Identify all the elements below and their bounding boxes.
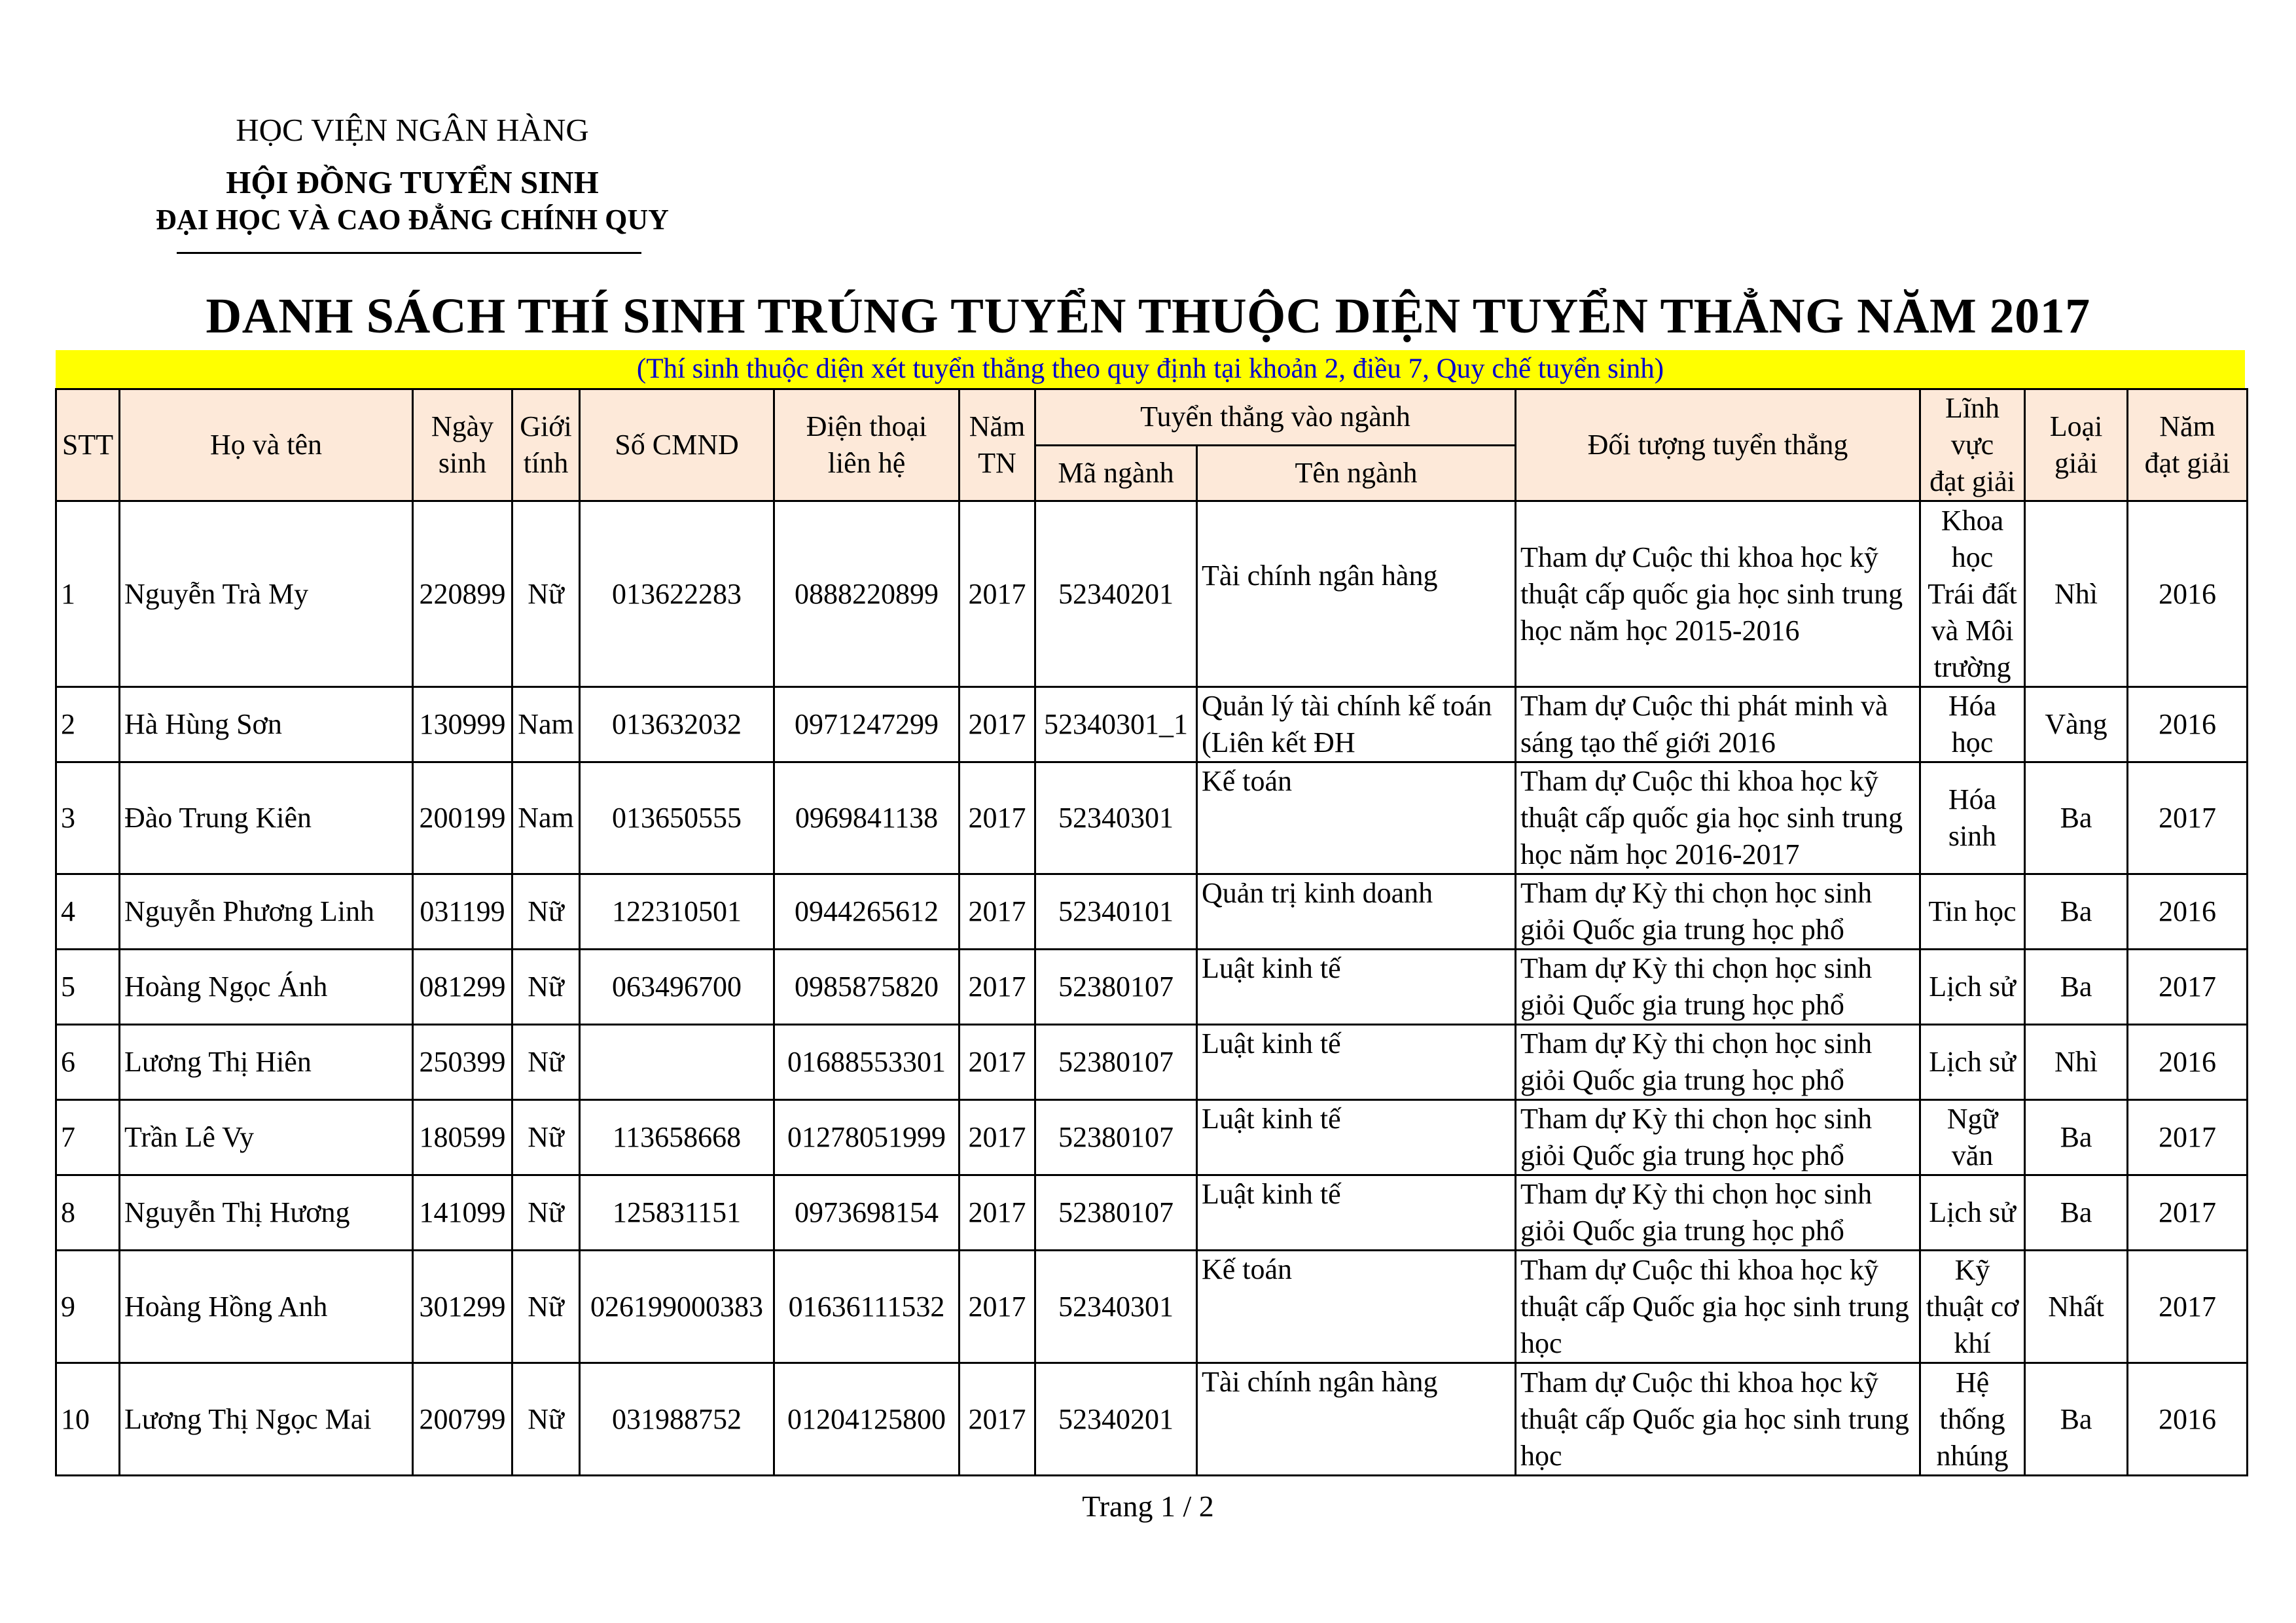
- col-header-dob: [413, 389, 512, 501]
- row-award-year: 2017: [2128, 762, 2248, 874]
- col-header-phone: [774, 389, 960, 501]
- row-award-year: 2016: [2128, 1025, 2248, 1100]
- row-award-year: 2016: [2128, 874, 2248, 950]
- row-major-name: Tài chính ngân hàng: [1197, 501, 1516, 687]
- row-major-name: Luật kinh tế: [1197, 950, 1516, 1025]
- row-field: Hóa học: [1920, 687, 2025, 762]
- table-row: [56, 1100, 2248, 1175]
- col-header-award-year-line2: đạt giải: [2144, 447, 2231, 479]
- row-stt: 9: [56, 1251, 120, 1363]
- table-row: [56, 687, 2248, 762]
- row-award-year: 2017: [2128, 950, 2248, 1025]
- row-name: Lương Thị Ngọc Mai: [120, 1363, 413, 1476]
- table-row: [56, 762, 2248, 874]
- row-gender: Nữ: [512, 1025, 580, 1100]
- row-award: Ba: [2025, 1100, 2128, 1175]
- row-id: 063496700: [580, 950, 774, 1025]
- col-header-award-line2: giải: [2054, 447, 2098, 479]
- row-gender: Nữ: [512, 501, 580, 687]
- row-name: Hoàng Ngọc Ánh: [120, 950, 413, 1025]
- col-header-award-line1: Loại: [2049, 410, 2103, 442]
- row-award: Vàng: [2025, 687, 2128, 762]
- row-field: Tin học: [1920, 874, 2025, 950]
- row-award-year: 2017: [2128, 1100, 2248, 1175]
- subtitle-banner: [56, 350, 2245, 388]
- row-category: Tham dự Cuộc thi khoa học kỹ thuật cấp quốc gia học sinh trung học năm học 2016-2017: [1516, 762, 1920, 874]
- row-major-code: 52380107: [1035, 950, 1197, 1025]
- row-grad-year: 2017: [960, 1251, 1035, 1363]
- col-header-major-group: Tuyển thẳng vào ngành: [1035, 389, 1516, 446]
- row-major-name: Quản lý tài chính kế toán (Liên kết ĐH: [1197, 687, 1516, 762]
- row-award: Nhất: [2025, 1251, 2128, 1363]
- row-major-name: Luật kinh tế: [1197, 1175, 1516, 1251]
- organization-name: HỌC VIỆN NGÂN HÀNG: [236, 112, 589, 148]
- col-header-grad-year-line1: Năm: [969, 410, 1026, 442]
- row-stt: 8: [56, 1175, 120, 1251]
- row-gender: Nữ: [512, 1363, 580, 1476]
- row-award: Nhì: [2025, 1025, 2128, 1100]
- col-header-award-year-line1: Năm: [2159, 410, 2215, 442]
- row-gender: Nữ: [512, 1100, 580, 1175]
- row-stt: 6: [56, 1025, 120, 1100]
- row-phone: 0944265612: [774, 874, 960, 950]
- row-gender: Nam: [512, 762, 580, 874]
- row-dob: 301299: [413, 1251, 512, 1363]
- row-id: 031988752: [580, 1363, 774, 1476]
- row-dob: 180599: [413, 1100, 512, 1175]
- row-field: Kỹ thuật cơ khí: [1920, 1251, 2025, 1363]
- row-name: Đào Trung Kiên: [120, 762, 413, 874]
- col-header-id: Số CMND: [580, 389, 774, 501]
- row-field: Hóa sinh: [1920, 762, 2025, 874]
- row-grad-year: 2017: [960, 1175, 1035, 1251]
- row-category: Tham dự Cuộc thi khoa học kỹ thuật cấp quốc gia học sinh trung học năm học 2015-2016: [1516, 501, 1920, 687]
- row-dob: 200199: [413, 762, 512, 874]
- row-grad-year: 2017: [960, 1025, 1035, 1100]
- col-header-gender-line1: Giới: [520, 410, 572, 442]
- row-major-code: 52340201: [1035, 501, 1197, 687]
- row-gender: Nữ: [512, 1251, 580, 1363]
- row-dob: 220899: [413, 501, 512, 687]
- row-id: 013632032: [580, 687, 774, 762]
- row-grad-year: 2017: [960, 950, 1035, 1025]
- subtitle-text: (Thí sinh thuộc diện xét tuyển thẳng theo quy định tại khoản 2, điều 7, Quy chế tuyển sinh): [636, 353, 1664, 384]
- col-header-major-name: Tên ngành: [1197, 445, 1516, 501]
- row-name: Lương Thị Hiên: [120, 1025, 413, 1100]
- row-major-name: Quản trị kinh doanh: [1197, 874, 1516, 950]
- row-grad-year: 2017: [960, 1363, 1035, 1476]
- row-gender: Nữ: [512, 950, 580, 1025]
- row-major-code: 52340201: [1035, 1363, 1197, 1476]
- col-header-phone-line2: liên hệ: [827, 447, 906, 479]
- row-id: 113658668: [580, 1100, 774, 1175]
- col-header-gender-line2: tính: [523, 447, 569, 479]
- row-award-year: 2017: [2128, 1175, 2248, 1251]
- row-id: 026199000383: [580, 1251, 774, 1363]
- row-dob: 130999: [413, 687, 512, 762]
- col-header-gender: [512, 389, 580, 501]
- row-category: Tham dự Cuộc thi phát minh và sáng tạo thế giới 2016: [1516, 687, 1920, 762]
- table-row: [56, 1251, 2248, 1363]
- row-grad-year: 2017: [960, 874, 1035, 950]
- table-row: [56, 1025, 2248, 1100]
- row-grad-year: 2017: [960, 501, 1035, 687]
- row-category: Tham dự Cuộc thi khoa học kỹ thuật cấp Quốc gia học sinh trung học: [1516, 1363, 1920, 1476]
- row-field: Khoa học Trái đất và Môi trường: [1920, 501, 2025, 687]
- row-stt: 10: [56, 1363, 120, 1476]
- row-stt: 7: [56, 1100, 120, 1175]
- table-row: [56, 501, 2248, 687]
- row-id: 013622283: [580, 501, 774, 687]
- row-gender: Nam: [512, 687, 580, 762]
- table-row: [56, 950, 2248, 1025]
- row-name: Nguyễn Phương Linh: [120, 874, 413, 950]
- row-phone: 0985875820: [774, 950, 960, 1025]
- row-name: Nguyễn Thị Hương: [120, 1175, 413, 1251]
- row-phone: 01688553301: [774, 1025, 960, 1100]
- row-award-year: 2016: [2128, 1363, 2248, 1476]
- row-major-code: 52380107: [1035, 1025, 1197, 1100]
- row-major-name: Luật kinh tế: [1197, 1100, 1516, 1175]
- row-major-name: Luật kinh tế: [1197, 1025, 1516, 1100]
- row-phone: 01636111532: [774, 1251, 960, 1363]
- row-id: 125831151: [580, 1175, 774, 1251]
- program-name: ĐẠI HỌC VÀ CAO ĐẲNG CHÍNH QUY: [156, 204, 669, 236]
- col-header-major-code: Mã ngành: [1035, 445, 1197, 501]
- row-major-name: Kế toán: [1197, 1251, 1516, 1363]
- row-dob: 031199: [413, 874, 512, 950]
- row-name: Hoàng Hồng Anh: [120, 1251, 413, 1363]
- row-stt: 1: [56, 501, 120, 687]
- row-phone: 0971247299: [774, 687, 960, 762]
- table-row: [56, 1363, 2248, 1476]
- row-name: Trần Lê Vy: [120, 1100, 413, 1175]
- row-category: Tham dự Kỳ thi chọn học sinh giỏi Quốc gia trung học phổ: [1516, 1025, 1920, 1100]
- row-award: Nhì: [2025, 501, 2128, 687]
- row-phone: 0888220899: [774, 501, 960, 687]
- col-header-category: Đối tượng tuyển thẳng: [1516, 389, 1920, 501]
- row-award: Ba: [2025, 1175, 2128, 1251]
- row-category: Tham dự Kỳ thi chọn học sinh giỏi Quốc gia trung học phổ: [1516, 1100, 1920, 1175]
- row-field: Ngữ văn: [1920, 1100, 2025, 1175]
- col-header-grad-year: [960, 389, 1035, 501]
- row-award: Ba: [2025, 874, 2128, 950]
- table-row: [56, 874, 2248, 950]
- row-grad-year: 2017: [960, 1100, 1035, 1175]
- row-field: Lịch sử: [1920, 950, 2025, 1025]
- row-award: Ba: [2025, 950, 2128, 1025]
- row-major-code: 52340301: [1035, 762, 1197, 874]
- row-field: Hệ thống nhúng: [1920, 1363, 2025, 1476]
- row-stt: 3: [56, 762, 120, 874]
- row-category: Tham dự Kỳ thi chọn học sinh giỏi Quốc gia trung học phổ: [1516, 950, 1920, 1025]
- table-row: [56, 1175, 2248, 1251]
- col-header-award-year: [2128, 389, 2248, 501]
- row-award: Ba: [2025, 1363, 2128, 1476]
- col-header-field-line2: đạt giải: [1929, 465, 2015, 497]
- row-dob: 250399: [413, 1025, 512, 1100]
- page-title: DANH SÁCH THÍ SINH TRÚNG TUYỂN THUỘC DIỆN TUYỂN THẲNG NĂM 2017: [206, 289, 2090, 344]
- col-header-stt: STT: [56, 389, 120, 501]
- row-major-code: 52340301: [1035, 1251, 1197, 1363]
- row-id: 013650555: [580, 762, 774, 874]
- row-award-year: 2017: [2128, 1251, 2248, 1363]
- row-name: Nguyễn Trà My: [120, 501, 413, 687]
- row-phone: 0969841138: [774, 762, 960, 874]
- col-header-dob-line2: sinh: [438, 447, 487, 479]
- row-major-code: 52340301_1: [1035, 687, 1197, 762]
- row-major-name: Kế toán: [1197, 762, 1516, 874]
- row-category: Tham dự Kỳ thi chọn học sinh giỏi Quốc gia trung học phổ: [1516, 1175, 1920, 1251]
- header-divider: [177, 252, 641, 254]
- row-gender: Nữ: [512, 874, 580, 950]
- row-dob: 081299: [413, 950, 512, 1025]
- row-stt: 5: [56, 950, 120, 1025]
- row-dob: 141099: [413, 1175, 512, 1251]
- row-grad-year: 2017: [960, 687, 1035, 762]
- col-header-phone-line1: Điện thoại: [806, 410, 927, 442]
- row-stt: 4: [56, 874, 120, 950]
- admissions-table: [55, 388, 2248, 1476]
- row-stt: 2: [56, 687, 120, 762]
- row-major-code: 52380107: [1035, 1100, 1197, 1175]
- row-major-name: Tài chính ngân hàng: [1197, 1363, 1516, 1476]
- row-major-code: 52380107: [1035, 1175, 1197, 1251]
- page-number: Trang 1 / 2: [1082, 1489, 1214, 1523]
- col-header-name: Họ và tên: [120, 389, 413, 501]
- row-field: Lịch sử: [1920, 1025, 2025, 1100]
- council-name: HỘI ĐỒNG TUYỂN SINH: [226, 164, 599, 200]
- row-name: Hà Hùng Sơn: [120, 687, 413, 762]
- row-award: Ba: [2025, 762, 2128, 874]
- row-phone: 0973698154: [774, 1175, 960, 1251]
- col-header-field-line1: Lĩnh vực: [1945, 392, 2000, 461]
- row-major-code: 52340101: [1035, 874, 1197, 950]
- col-header-dob-line1: Ngày: [431, 410, 494, 442]
- row-grad-year: 2017: [960, 762, 1035, 874]
- col-header-award: [2025, 389, 2128, 501]
- row-id: 122310501: [580, 874, 774, 950]
- row-id: [580, 1025, 774, 1100]
- row-category: Tham dự Cuộc thi khoa học kỹ thuật cấp Quốc gia học sinh trung học: [1516, 1251, 1920, 1363]
- row-gender: Nữ: [512, 1175, 580, 1251]
- row-phone: 01278051999: [774, 1100, 960, 1175]
- table-header-row: [56, 389, 2248, 446]
- row-category: Tham dự Kỳ thi chọn học sinh giỏi Quốc gia trung học phổ: [1516, 874, 1920, 950]
- row-phone: 01204125800: [774, 1363, 960, 1476]
- col-header-field: [1920, 389, 2025, 501]
- row-award-year: 2016: [2128, 687, 2248, 762]
- row-award-year: 2016: [2128, 501, 2248, 687]
- row-dob: 200799: [413, 1363, 512, 1476]
- col-header-grad-year-line2: TN: [978, 447, 1016, 479]
- row-field: Lịch sử: [1920, 1175, 2025, 1251]
